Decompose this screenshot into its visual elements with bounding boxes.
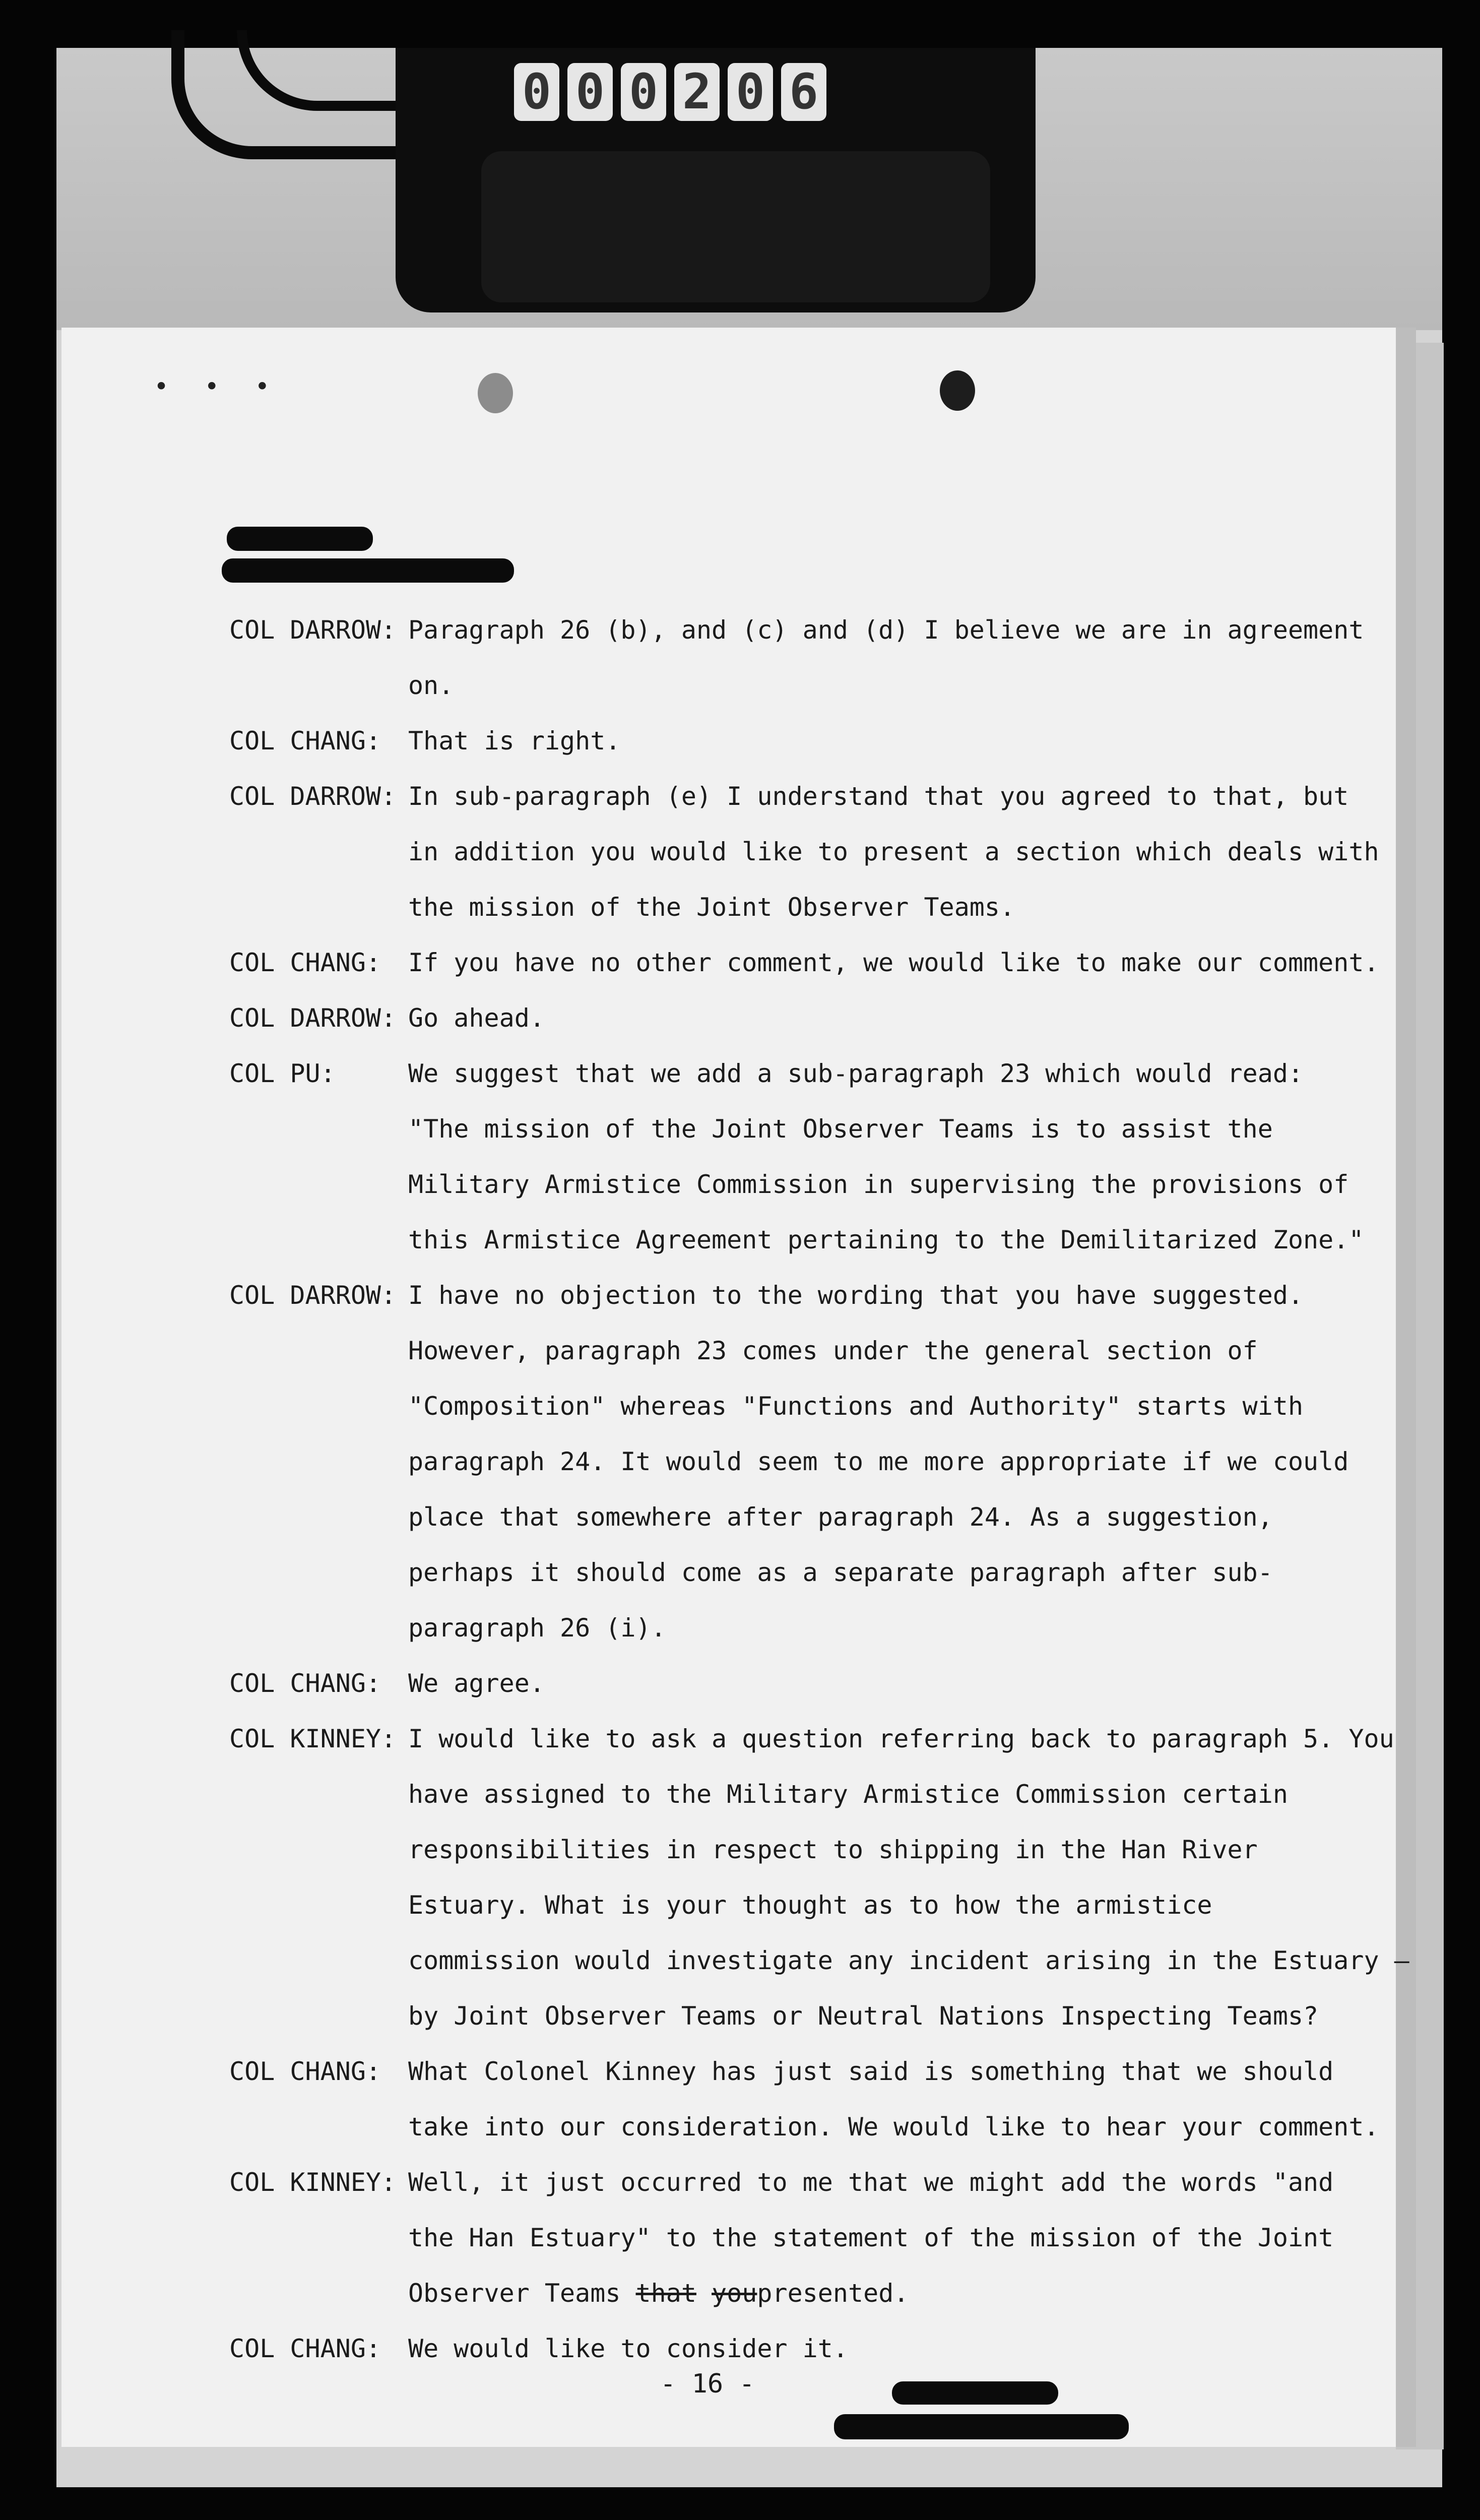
transcript-entry [229,1046,1364,1268]
margin-marks: • • • [154,372,280,401]
text-line: take into our consideration. We would like to hear your comment. [408,2112,1379,2141]
clamp-body [481,151,990,302]
speaker-label: COL DARROW: [229,1281,397,1310]
text-line: this Armistice Agreement pertaining to the Demilitarized Zone." [408,1225,1364,1254]
text-line: In sub-paragraph (e) I understand that you agreed to that, but [408,782,1349,811]
counter-digit: 6 [781,63,826,121]
transcript-entry [229,935,1379,990]
speech-text [408,935,1379,990]
text-line: the mission of the Joint Observer Teams. [408,893,1015,922]
text-line: However, paragraph 23 comes under the general section of [408,1336,1258,1365]
transcript-entry [229,2321,1328,2376]
text-line: We agree. [408,1669,545,1698]
text-line-with-strikeout [408,2265,1333,2321]
counter-digit: 2 [674,63,720,121]
text-line: by Joint Observer Teams or Neutral Nations Inspecting Teams? [408,2001,1319,2031]
speaker-label: COL KINNEY: [229,1724,397,1753]
punch-hole-left [478,373,513,413]
transcript-entry [229,1268,1349,1656]
text-line: paragraph 24. It would seem to me more appropriate if we could [408,1447,1349,1476]
text-line: Go ahead. [408,1003,545,1033]
transcript-entry [229,602,1364,713]
page-number: - 16 - [660,2369,755,2399]
transcript-entry [229,2044,1379,2155]
text-line: the Han Estuary" to the statement of the mission of the Joint [408,2223,1334,2252]
speaker-label: COL CHANG: [229,726,381,755]
text-line: perhaps it should come as a separate paragraph after sub- [408,1558,1273,1587]
redaction-bar [834,2414,1129,2439]
speech-text [408,2155,1333,2321]
text-line: responsibilities in respect to shipping in the Han River [408,1835,1258,1864]
speech-text [408,2044,1379,2155]
text-line: on. [408,671,454,700]
speaker-label: COL PU: [229,1059,336,1088]
punch-hole-right [940,370,975,411]
redaction-bar [227,527,373,551]
text-line: I have no objection to the wording that you have suggested. [408,1281,1304,1310]
text-line: I would like to ask a question referring back to paragraph 5. You [408,1724,1394,1753]
redaction-bar [892,2381,1058,2405]
transcript-entry [229,713,1328,769]
text-line: commission would investigate any incident arising in the Estuary — [408,1946,1409,1975]
text-line: We suggest that we add a sub-paragraph 23 which would read: [408,1059,1304,1088]
counter-digit: 0 [514,63,559,121]
transcript-entry [229,1711,1409,2044]
speaker-label: COL KINNEY: [229,2168,397,2197]
counter-digit: 0 [728,63,773,121]
speech-text [408,602,1364,713]
speaker-label: COL CHANG: [229,2334,381,2363]
text-line: We would like to consider it. [408,2334,848,2363]
text-line: place that somewhere after paragraph 24. As a suggestion, [408,1502,1273,1532]
speaker-label: COL DARROW: [229,615,397,645]
speech-text [408,769,1379,935]
speech-text [408,1711,1409,2044]
transcript-entry [229,769,1379,935]
transcript-entry [229,990,1328,1046]
speech-text [408,713,1328,769]
speaker-label: COL DARROW: [229,782,397,811]
transcript-entry [229,2155,1334,2321]
speech-text [408,990,1328,1046]
counter-digit: 0 [621,63,666,121]
speech-text [408,1268,1348,1656]
text-line: have assigned to the Military Armistice Commission certain [408,1780,1288,1809]
struck-word: you [712,2279,757,2308]
text-line: "Composition" whereas "Functions and Authority" starts with [408,1392,1304,1421]
text-line: What Colonel Kinney has just said is something that we should [408,2057,1334,2086]
text-line: That is right. [408,726,621,755]
speech-text [408,2321,1328,2376]
page-edge-shadow [1396,343,1444,2449]
speaker-label: COL CHANG: [229,2057,381,2086]
text-line: If you have no other comment, we would like to make our comment. [408,948,1379,977]
text-line: in addition you would like to present a section which deals with [408,837,1379,866]
text-line: Well, it just occurred to me that we might add the words "and [408,2168,1334,2197]
text-line: Estuary. What is your thought as to how the armistice [408,1891,1212,1920]
speaker-label: COL CHANG: [229,948,381,977]
frame-counter [514,63,826,121]
transcript-entry [229,1656,1328,1711]
text-segment: presented. [757,2279,909,2308]
struck-word: that [635,2279,696,2308]
speaker-label: COL DARROW: [229,1003,397,1033]
text-line: Paragraph 26 (b), and (c) and (d) I believe we are in agreement [408,615,1364,645]
text-segment [696,2279,712,2308]
text-line: Military Armistice Commission in supervising the provisions of [408,1170,1349,1199]
speech-text [408,1046,1364,1268]
redaction-bar [222,558,514,583]
text-line: "The mission of the Joint Observer Teams is to assist the [408,1114,1273,1144]
text-line: paragraph 26 (i). [408,1613,666,1643]
counter-digit: 0 [567,63,613,121]
speaker-label: COL CHANG: [229,1669,381,1698]
speech-text [408,1656,1328,1711]
text-segment: Observer Teams [408,2279,636,2308]
transcript [229,602,1409,2376]
